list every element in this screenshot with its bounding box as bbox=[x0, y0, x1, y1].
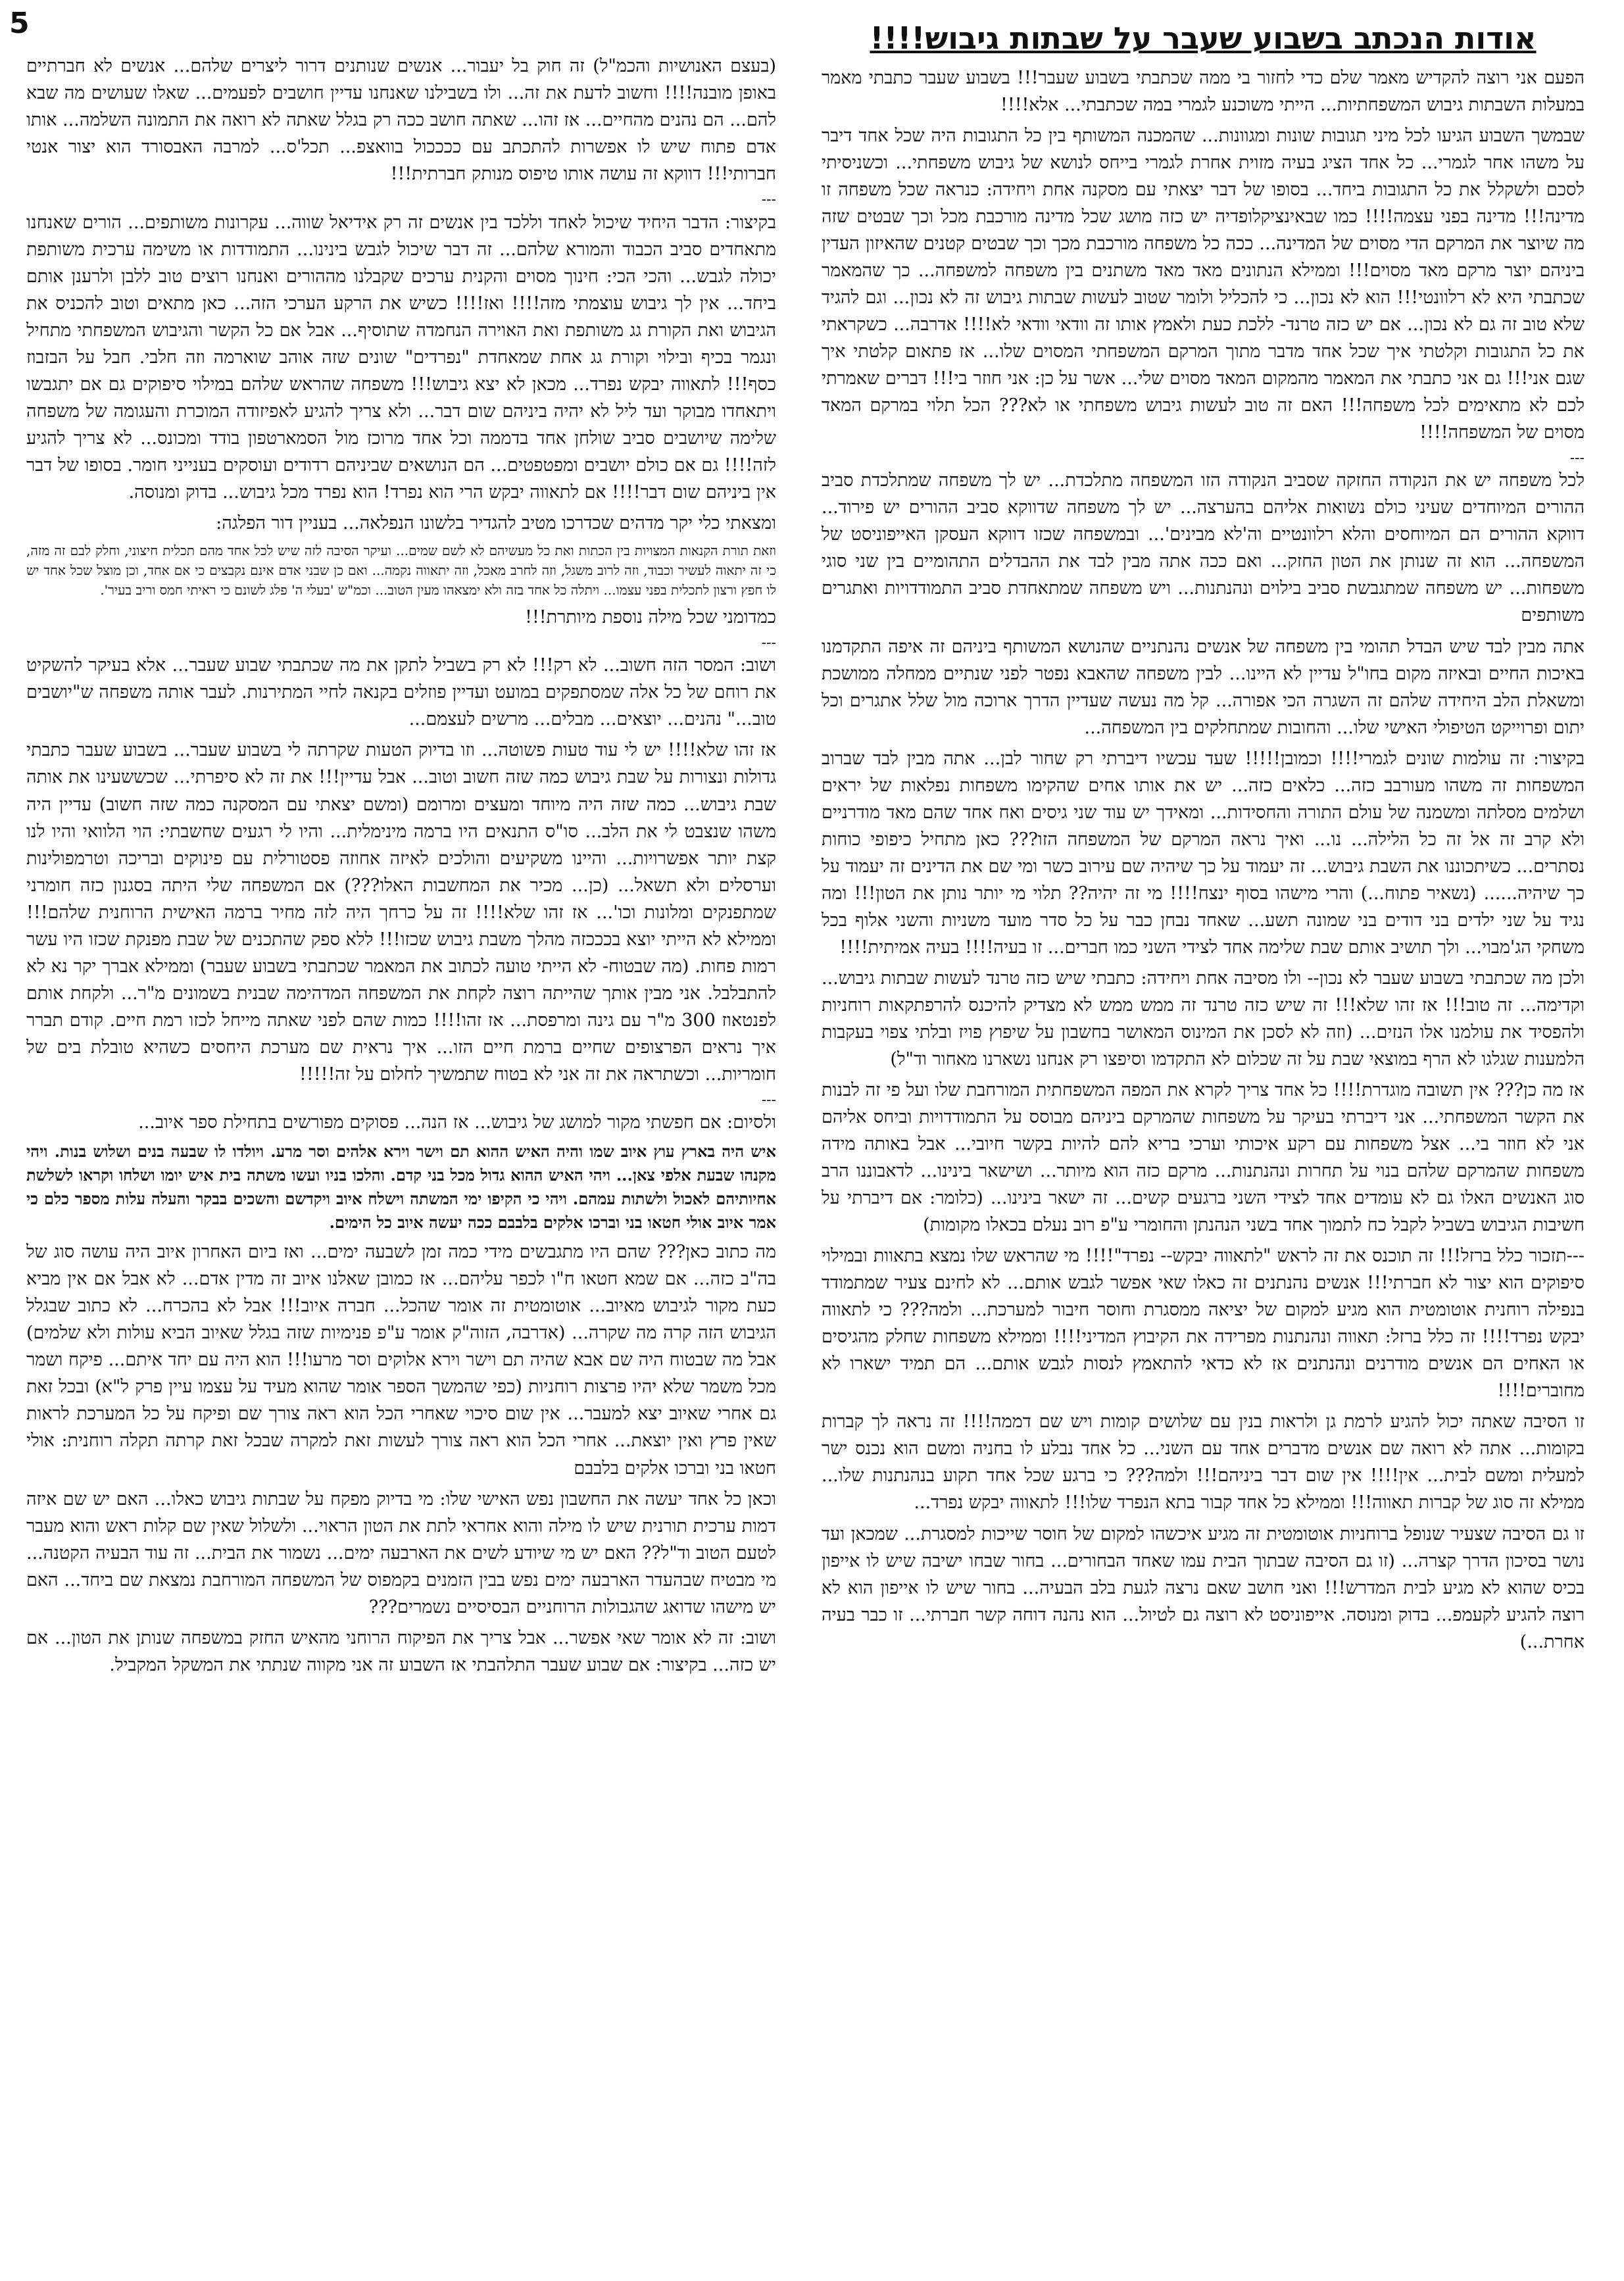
right-column bbox=[822, 20, 1585, 2273]
section-separator: --- bbox=[761, 1091, 776, 1108]
quoted-verses: איש היה בארץ עוץ איוב שמו והיה האיש ההוא תם וישר וירא אלהים וסר מרע. ויולדו לו שבעה בנים ושלוש בנות. ויהי מקנהו שבעת אלפי צאן... ויהי האיש ההוא גדול מכל בני קדם. והלכו בניו ועשו משתה בית איש יומו ושלחו וקראו לשלשת אחיותיהם לאכול ולשתות עמהם. ויהי כי הקיפו ימי המשתה וישלח איוב ויקדשם והשכים בבקר והעלה עלות מספר כלם כי אמר איוב אולי חטאו בני וברכו אלקים בלבבם ככה יעשה איוב כל הימים. bbox=[26, 1142, 776, 1233]
article-paragraph: ושוב: המסר הזה חשוב... לא רק!!! לא רק בשביל לתקן את מה שכתבתי שבוע שעבר... אלא בעיקר להשקיט את רוחם של כל אלה שמסתפקים במועט ועדיין פוזלים בקנאה לחיי המתירנות. לעבר אותה משפחה ש"יושבים טוב..." נהנים... יוצאים... מבלים... מרשים לעצמם... bbox=[26, 655, 776, 730]
article-paragraph: ולכן מה שכתבתי בשבוע שעבר לא נכון-- ולו מסיבה אחת ויחידה: כתבתי שיש כזה טרנד לעשות שבתות גיבוש... וקדימה... זה טוב!!! אז זהו שלא!!! זה שיש כזה טרנד זה ממש ממש לא מצדיק להיכנס להרפתקאות רוחניות ולהפסיד את עולמנו אלו הנזים... (וזה לא לסכן את המינוס המאושר בחשבון על שיפוץ פויז ובלתי צפוי בעקבות הלמענות שגלגו לא הרף במוצאי שבת על זה שכלום לא התקדמו וסיפצו רק אנחנו נשארנו מאחור וד"ל) bbox=[822, 968, 1585, 1069]
article-paragraph: שבמשך השבוע הגיעו לכל מיני תגובות שונות ומגוונות... שהמכנה המשותף בין כל התגובות היה שכל אחד דיבר על משהו אחר לגמרי... כל אחד הציג בעיה מזוית אחרת לגמרי בייחס לנושא של גיבוש משפחתי... וכשניסיתי לסכם ולשקלל את כל התגובות ביחד... בסופו של דבר יצאתי עם מסקנה אחת ויחידה: כנראה שכל משפחה זו מדינה!!! מדינה בפני עצמה!!!! כמו שבאינציקלופדיה יש כזה מושג שכל מדינה מורכבת מכל וכך שבטים שזה מה שיוצר את המרקם הדי מסוים של המדינה... ככה כל משפחה מורכבת מכך וכך שבטים קטנים שהאיזון העדין ביניהם יוצר מרקם מאד מסוים!!! וממילא הנתונים מאד מאד משתנים בין משפחה למשפחה... כך שהמאמר שכתבתי היא לא רלוונטי!!! הוא לא נכון... כי להכליל ולומר שטוב לעשות שבתות גיבוש זה לא נכון... וגם להגיד שלא טוב זה גם לא נכון... אם יש כזה טרנד- ללכת כעת ולאמץ אותו זה וודאי וודאי לא!!!! אדרבה... כשקראתי את כל התגובות וקלטתי איך שכל אחד מדבר מתוך המרקם המשפחתי המסוים שלו... אז פתאום קלטתי איך שגם אני!!! גם אני כתבתי את המאמר מהמקום המאד מסוים שלי... אשר על כן: אני חוזר בי!!! דברים שאמרתי לכם לא מתאימים לכל משפחה!!! האם זה טוב לעשות גיבוש משפחתי או לא??? הכל תלוי במרקם המאד מסוים של המשפחה!!!! bbox=[822, 125, 1585, 443]
quoted-source-small-print: וזאת תורת הקנאות המצויות בין הכתות ואת כל מעשיהם לא לשם שמים... ועיקר הסיבה לזה שיש לכל אחד מהם תכלית חיצוני, וחלק לבם זה מזה, כי זה יתאוה לעשיר וכבוד, וזה לרוב משגל, וזה לחרב מאכל, וזה יתאווה נקמה... ואם כן שבני אדם אינם נקבצים כי אם אחד, וכן מוצל שכל אחד יש לו חפץ ורצון לתכלית בפני עצמו... ויתלה כל אחד בזה ולא ימצאהו מעין הטוב... וכמ"ש 'בעלי ה' פלג לשונם כי ראיתי חמס וריב בעיר'. bbox=[26, 542, 776, 598]
article-paragraph: הפעם אני רוצה להקדיש מאמר שלם כדי לחזור בי ממה שכתבתי בשבוע שעבר!!! בשבוע שעבר כתבתי מאמר במעלות השבתות גיבוש המשפחתיות... הייתי משוכנע לגמרי במה שכתבתי... אלא!!!! bbox=[822, 67, 1585, 115]
article-paragraph: אתה מבין לבד שיש הבדל תהומי בין משפחה של אנשים נהנתניים שהנושא המשותף ביניהם זה איפה התקדמנו באיכות החיים ובאיזה מקום בחו"ל עדיין לא היינו... לבין משפחה שהאבא נפטר לפני שנתיים ממחלה ממושכת ומשאלת הלב היחידה שלהם זה השגרה הכי אפורה... קל מה נעשה שעדיין הדרך ארוכה מול שלל אתגרים וכל יתום ופרוייקט הטיפולי האישי שלו... והחובות שמתחלקים בין המשפחה... bbox=[822, 636, 1585, 738]
article-paragraph: לכל משפחה יש את הנקודה החזקה שסביב הנקודה הזו המשפחה מתלכדת... יש לך משפחה שמתלכדת סביב ההורים המיוחדים שעיני כולם נשואות אליהם בהערצה... יש לך משפחה שדווקא סביב ההורים יש פירוד... דווקא ההורים הם המיוחסים והלא רלוונטיים וה'לא מבינים'... ובמשפחה שכזו דווקא העסקן האייפוניסט של המשפחה... הוא זה שנותן את הטון החזק... ואם ככה אתה מבין לבד את ההבדלים התהומיים בין שני סוגי משפחות... יש משפחה שמתגבשת סביב בילוים ונהנתנות... ויש משפחה שמתאחדת סביב התמודדויות ואתגרים משותפים bbox=[822, 470, 1585, 626]
right-column-body bbox=[822, 64, 1585, 1656]
article-paragraph: זו גם הסיבה שצעיר שנופל ברוחניות אוטומטית זה מגיע איכשהו למקום של חוסר שייכות למסגרת... שמכאן ועד נושר בסיכון הדרך קצרה... (זו גם הסיבה שבתוך הבית עמו שאחד הבחורים... בחור שבחו ישיבה שיש לו אייפון בכיס שהוא לא מגיע לבית המדרש!!! ואני חושב שאם נרצה לגעת בלב הבעיה... בחור שיש לו אייפון הוא לא רוצה להגיע לקעמפ... בדוק ומנוסה. אייפוניסט לא רוצה גם לטיול... הוא נהנה דוחה קשר חברתי... זו כבר בעיה אחרת...) bbox=[822, 1523, 1585, 1652]
article-paragraph: מה כתוב כאן??? שהם היו מתגבשים מידי כמה זמן לשבעה ימים... ואז ביום האחרון איוב היה עושה סוג של בה"ב כזה... אם שמא חטאו ח"ו לכפר עליהם... אז כמובן שאלנו איוב זה מדין אדם... לא אבל אם אין מביא כעת מקור לגיבוש מאיוב... אוטומטית זה אומר שהכל... חברה איוב!!! אבל לא בהכרח... לא כתוב שבגלל הגיבוש הזה קרה מה שקרה... (אדרבה, הזוה"ק אומר ע"פ פנימיות שזה בגלל שאיוב הביא עולות ולא שלמים) אבל מה שבטוח היה שם אבא שהיה תם וישר וירא אלוקים וסר מרעו!!! הוא היה עם יחד איתם... פיקח ושמר מכל משמר שלא יהיו פרצות רוחניות (כפי שהמשך הספר אומר שהוא מעיד על עצמו עיין פרק ל"א) ובכל זאת גם אחרי שאיוב יצא למעבר... אין שום סיכוי שאחרי הכל הוא ראה צורך שם ופיקח על כל המערכת לראות שאין פרץ ואין יוצאת... אחרי הכל הוא ראה צורך לעשות זאת למקרה שבכל זאת קרתה תקלה רוחנית: אולי חטאו בני וברכו אלקים בלבבם bbox=[26, 1242, 776, 1479]
article-paragraph: בקיצור: הדבר היחיד שיכול לאחד וללכד בין אנשים זה רק אידיאל שווה... עקרונות משותפים... הורים שאנחנו מתאחדים סביב הכבוד והמורא שלהם... זה דבר שיכול לגבש בינינו... התמודדות או משימה ערכית משותפת יכולה לגבש... והכי הכי: חינוך מסוים והקנית ערכים שקבלנו מההורים ואנחנו רוצים טוב ללבן ולרענן אותם ביחד... אין לך גיבוש עוצמתי מזה!!!! ואז!!!! כשיש את הרקע הערכי הזה... כאן מתאים וטוב להכניס את הגיבוש ואת הקורת גג משותפת ואת האוירה הנחמדה שתוסיף... אבל אם כל הקשר והגיבוש המשפחתי מתחיל ונגמר בכיף ובילוי וקורת גג אחת שמאחדת "נפרדים" שונים שזה אוהב שוארמה וזה חלבי. חבל על הבזבוז כסף!!! לתאווה יבקש נפרד... מכאן לא יצא גיבוש!!! משפחה שהראש שלהם במילוי סיפוקים גם אם יתגבשו ויתאחדו מבוקר ועד ליל לא יהיה ביניהם שום דבר... ולא צריך להגיע לאפיזודה המוכרת והעגומה של משפחה שלימה שיושבים סביב שולחן אחד בדממה וכל אחד מרוכז מול הסמארטפון בודד ומכונס... לא צריך להגיע לזה!!!! גם אם כולם יושבים ומפטפטים... הם הנושאים שביניהם רדודים ועוסקים בענייני חומר. בסופו של דבר אין ביניהם שום דבר!!!! אם לתאווה יבקש הרי הוא נפרד! הוא נפרד מכל גיבוש... בדוק ומנוסה. bbox=[26, 212, 776, 503]
left-column bbox=[26, 53, 776, 2273]
section-separator: --- bbox=[761, 191, 776, 208]
article-paragraph: כמדומני שכל מילה נוספת מיותרת!!! bbox=[525, 606, 776, 627]
article-paragraph: בקיצור: זה עולמות שונים לגמרי!!!! וכמובן!!!!! שעד עכשיו דיברתי רק שחור לבן... אתה מבין לבד שברוב המשפחות זה משהו מעורבב כזה... כלאים כזה... יש את אותו אחים שהקימו משפחות נפלאות של יראים ושלמים מסלתה ומשמנה של עולם התורה והחסידות... ומאידך יש עוד שני גיסים ואח אחד שהם מאד מודרניים ולא קרב זה אל זה כל הלילה... נו... ואיך נראה המרקם של המשפחה הזו??? כאן מתחיל כיפופי כוחות נסתרים... כשיתכוננו את השבת גיבוש... זה יעמוד על כך שיהיה שם עירוב כשר ומי שם את הדינים זה יעמוד על כך שיהיה...... (נשאיר פתוח...) והרי מישהו בסוף ינצח!!!! מי זה יהיה?? תלוי מי יותר נותן את הטון!!! ומה נגיד על שני ילדים בני דודים בני שמונה תשע... שאחד נבחן כבר על כל סדר מועד משניות והשני אלוף בכל משחקי הג'מבוי... ולך תושיב אותם שבת שלימה אחד לצידי השני כמו חברים... זו בעיה!!!! בעיה אמיתית!!!! bbox=[822, 748, 1585, 958]
article-paragraph: וכאן כל אחד יעשה את החשבון נפש האישי שלו: מי בדיוק מפקח על שבתות גיבוש כאלו... האם יש שם איזה דמות ערכית תורנית שיש לו מילה והוא אחראי לתת את הטון הראוי... ולשלול שאין שם קלות ראש והוא מעבר לטעם הטוב וד"ל?? האם יש מי שיודע לשים את הארבעה ימים... נשמור את הבית... זה עוד הבעיה הקטנה... מי מבטיח שבהעדר הארבעה ימים נפש בבין הזמנים בקמפוס של המשפחה המורחבת נמצאת שם ביחד... האם יש מישהו שדואג שהגבולות הרוחניים הבסיסיים נשמרים??? bbox=[26, 1488, 776, 1617]
article-paragraph: זו הסיבה שאתה יכול להגיע לרמת גן ולראות בנין עם שלושים קומות ויש שם דממה!!!! זה נראה לך קברות בקומות... אתה לא רואה שם אנשים מדברים אחד עם השני... כל אחד נבלע לו בחניה ומשם הוא נכנס ישר למעלית ומשם לבית... אין!!!! אין שום דבר ביניהם!!! ולמה??? כי ברגע שכל אחד תקוע בנהנתנות שלו... ממילא זה סוג של קברות תאווה!!! וממילא כל אחד קבור בתא הנפרד שלו!!! לתאווה יבקש נפרד... bbox=[822, 1411, 1585, 1513]
article-paragraph: (בעצם האנושיות והכמ"ל) זה חוק בל יעבור... אנשים שנותנים דרור ליצרים שלהם... אנשים לא חברתיים באופן מובנה!!!! וחשוב לדעת את זה... ולו בשבילנו שאנחנו עדיין חושבים לפעמים... שאלו שעושים מה שבא להם... הם נהנים מהחיים... אז זהו... שאתה חושב ככה רק בגלל שאתה לא רואה את התמונה השלמה... אותו אדם פתוח שיש לו אפשרות להתכתב עם ככככול בוואצפ... תכל'ס... למרבה האבסורד הוא יצור אנטי חברותי!!! דווקא זה עושה אותו טיפוס מנותק חברתית!!! bbox=[26, 56, 776, 185]
article-paragraph: ושוב: זה לא אומר שאי אפשר... אבל צריך את הפיקוח הרוחני מהאיש החזק במשפחה שנותן את הטון... אם יש כזה... בקיצור: אם שבוע שעבר התלהבתי אז השבוע זה אני מקווה שנתתי את המשקל המקביל. bbox=[26, 1627, 776, 1675]
article-paragraph: אז זהו שלא!!!! יש לי עוד טעות פשוטה... וזו בדיוק הטעות שקרתה לי בשבוע שעבר... בשבוע שעבר כתבתי גדולות ונצורות על שבת גיבוש כמה שזה חשוב וטוב... אבל עדיין!!! את זה לא סיפרתי... שכששעינו את אותה שבת גיבוש... כמה שזה היה מיוחד ומעצים ומרומם (ומשם יצאתי עם המסקנה כמה שזה חשוב) עדיין היה משהו שנצבט לי את הלב... סו"ס התנאים היו ברמה מינימלית... והיו לי רגעים שחשבתי: הוי הלוואי והיו לנו קצת יותר אפשרויות... והיינו משקיעים והולכים לאיזה אחוזה פסטורלית עם פינוקים ובריכה וטרמפולינות וערסלים ולא תשאל... (כן... מכיר את המחשבות האלו???) אם המשפחה שלי היתה בסגנון כזה חומרני שמתפנקים ומלונות וכו'... אז זהו שלא!!!! זה על כרחך היה לזה מחיר ברמה האישית הרוחנית שלהם!!! וממילא לא הייתי יוצא בכככזה מהלך משבת גיבוש שכזו!!! ללא ספק שהתכנים של שבת מפנקת שכזו היו עשר רמות פחות. (מה שבטוח- לא הייתי טועה לכתוב את המאמר שכתבתי בשבוע שעבר) וממילא אברך יקר נא לא להתבלבל. אני מבין אותך שהייתה רוצה לקחת את המשפחה המדהימה שבנית בשמונים מ"ר... ולקחת אותם לפנטאוז 300 מ"ר עם גינה ומרפסת... אז זהו!!!! כמות שהם לפני שאתה מייחל לכזו רמת חיים. קודם תברר איך נראים הפרצופים שחיים ברמת חיים הזו... איך נראית שם מערכת היחסים כשהיא טובלת בים של חומריות... וכשתראה את זה אני לא בטוח שתמשיך לחלום על זה!!!!! bbox=[26, 740, 776, 1085]
article-title: אודות הנכתב בשבוע שעבר על שבתות גיבוש!!!! bbox=[870, 20, 1537, 56]
article-paragraph: ---תזכור כלל ברזל!!! זה תוכנס את זה לראש "לתאווה יבקש-- נפרד"!!!! מי שהראש שלו נמצא בתאוות ובמילוי סיפוקים הוא יצור לא חברתי!!! אנשים נהנתנים זה כאלו שאי אפשר לגבש אותם... לא לחינם צעיר שמתמודד בנפילה רוחנית אוטומטית הוא מגיע למקום של יציאה ממסגרת וחוסר חיבור למערכת... ולמה??? כי לתאווה יבקש נפרד!!!! זה כלל ברזל: תאווה ונהנתנות מפרידה את הקיבוץ המדיני!!!! וממילא משפחות שחלק מהגיסים או האחים הם אנשים מודרנים ונהנתנים אז לא כדאי להתאמץ לנסות לגבש אותם... הם תמיד ישארו לא מחוברים!!!! bbox=[822, 1246, 1585, 1402]
section-separator: --- bbox=[1569, 449, 1585, 466]
left-column-body bbox=[26, 53, 776, 1679]
article-paragraph: אז מה כן??? אין תשובה מוגדרת!!!! כל אחד צריך לקרא את המפה המשפחתית המורחבת שלו ועל פי זה לבנות את הקשר המשפחתי... אני דיברתי בעיקר על משפחות שהמרקם ביניהם מבוסס על התמודדויות וביחס אליהם אני לא חוזר בי... אצל משפחות עם רקע איכותי וערכי בריא להם להיות בקשר חיובי... אבל באותה מידה משפחות שהמרקם שלהם בנוי על תחרות ונהנתנות... מרקם כזה הוא מיותר... ושישאר בינינו... לדאבוננו הרב סוג האנשים האלו גם לא עומדים אחד לצידי השני ברגעים קשים... זה ישאר בינינו... (כלומר: אם דיברתי על חשיבות הגיבוש בשביל לקבל כח לתמוך אחד בשני הנהנתן והחומרי ע"פ רוב נעלם בכאלו מקומות) bbox=[822, 1080, 1585, 1236]
page-number: 5 bbox=[9, 7, 30, 40]
section-separator: --- bbox=[761, 634, 776, 651]
article-paragraph: ולסיום: אם חפשתי מקור למושג של גיבוש... אז הנה... פסוקים מפורשים בתחילת ספר איוב... bbox=[138, 1112, 776, 1133]
article-paragraph: ומצאתי כלי יקר מדהים שכדרכו מטיב להגדיר בלשונו הנפלאה... בעניין דור הפלגה: bbox=[216, 512, 776, 533]
